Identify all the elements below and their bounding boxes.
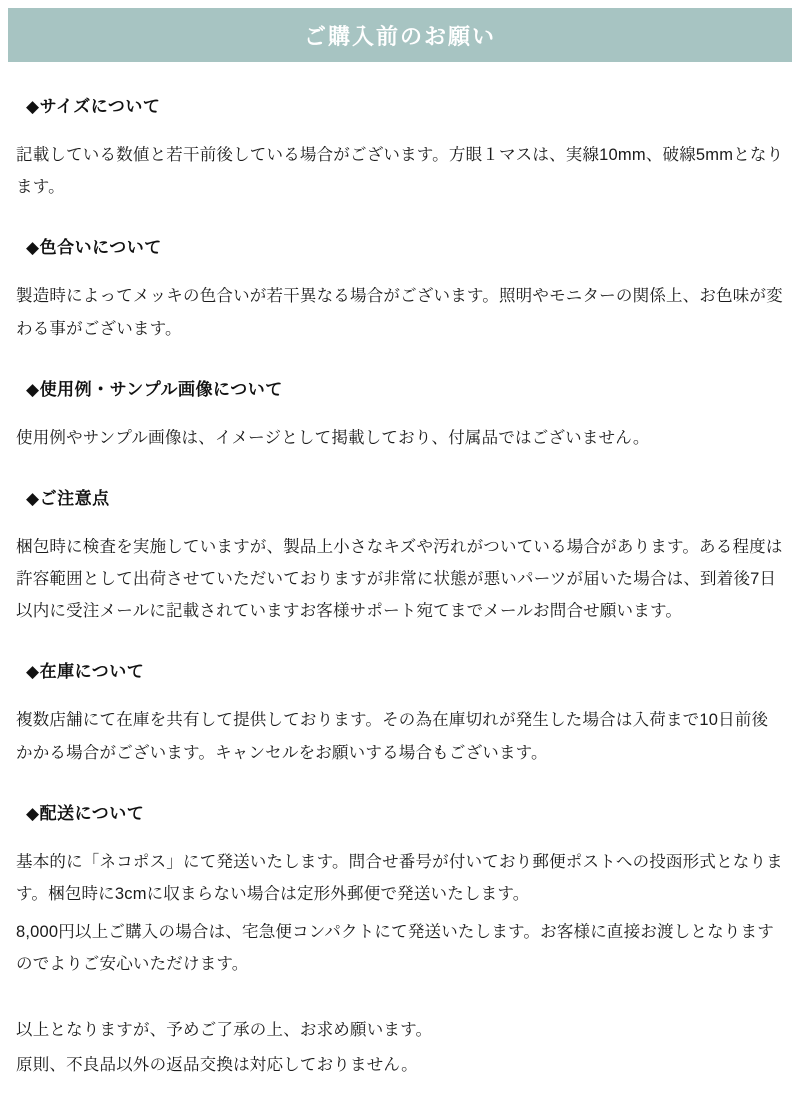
page-title: ご購入前のお願い [303,23,496,49]
section-heading-stock: ◆在庫について [26,662,145,682]
section-body-size: 記載している数値と若干前後している場合がございます。方眼１マスは、実線10mm、破線5mmとなります。 [16,146,784,197]
section-color [16,233,784,344]
section-body-cautions: 梱包時に検査を実施していますが、製品上小さなキズや汚れがついている場合があります。ある程度は許容範囲として出荷させていただいておりますが非常に状態が悪いパーツが届いた場合は、到着後7日以内に受注メールに記載されていますお客様サポート宛てまでメールお問合せ願います。 [16,537,783,621]
section-body-sample-image: 使用例やサンプル画像は、イメージとして掲載しており、付属品ではございません。 [16,428,650,447]
section-stock [16,657,784,768]
notice-content [0,92,800,1081]
section-heading-shipping: ◆配送について [26,803,145,823]
section-cautions [16,484,784,628]
section-heading-cautions: ◆ご注意点 [26,488,110,508]
section-heading-size: ◆サイズについて [26,97,161,116]
closing-line-1: 以上となりますが、予めご了承の上、お求め願います。 [16,1021,433,1040]
section-heading-sample-image: ◆使用例・サンプル画像について [26,379,283,399]
section-body-shipping-1: 基本的に「ネコポス」にて発送いたします。問合せ番号が付いており郵便ポストへの投函形式となります。梱包時に3cmに収まらない場合は定形外郵便で発送いたします。 [16,852,783,903]
section-sample-image [16,375,784,454]
section-body-color: 製造時によってメッキの色合いが若干異なる場合がございます。照明やモニターの関係上、お色味が変わる事がございます。 [16,287,783,338]
section-shipping [16,799,784,981]
notice-page [0,8,800,1114]
section-heading-color: ◆色合いについて [26,238,162,258]
closing-note [16,1014,784,1080]
section-size [16,92,784,203]
closing-line-2: 原則、不良品以外の返品交換は対応しておりません。 [16,1055,418,1074]
section-body-stock: 複数店舗にて在庫を共有して提供しております。その為在庫切れが発生した場合は入荷まで10日前後かかる場合がございます。キャンセルをお願いする場合もございます。 [16,711,769,762]
page-banner [8,8,792,62]
section-body-shipping-2: 8,000円以上ご購入の場合は、宅急便コンパクトにて発送いたします。お客様に直接お渡しとなりますのでよりご安心いただけます。 [16,923,774,974]
